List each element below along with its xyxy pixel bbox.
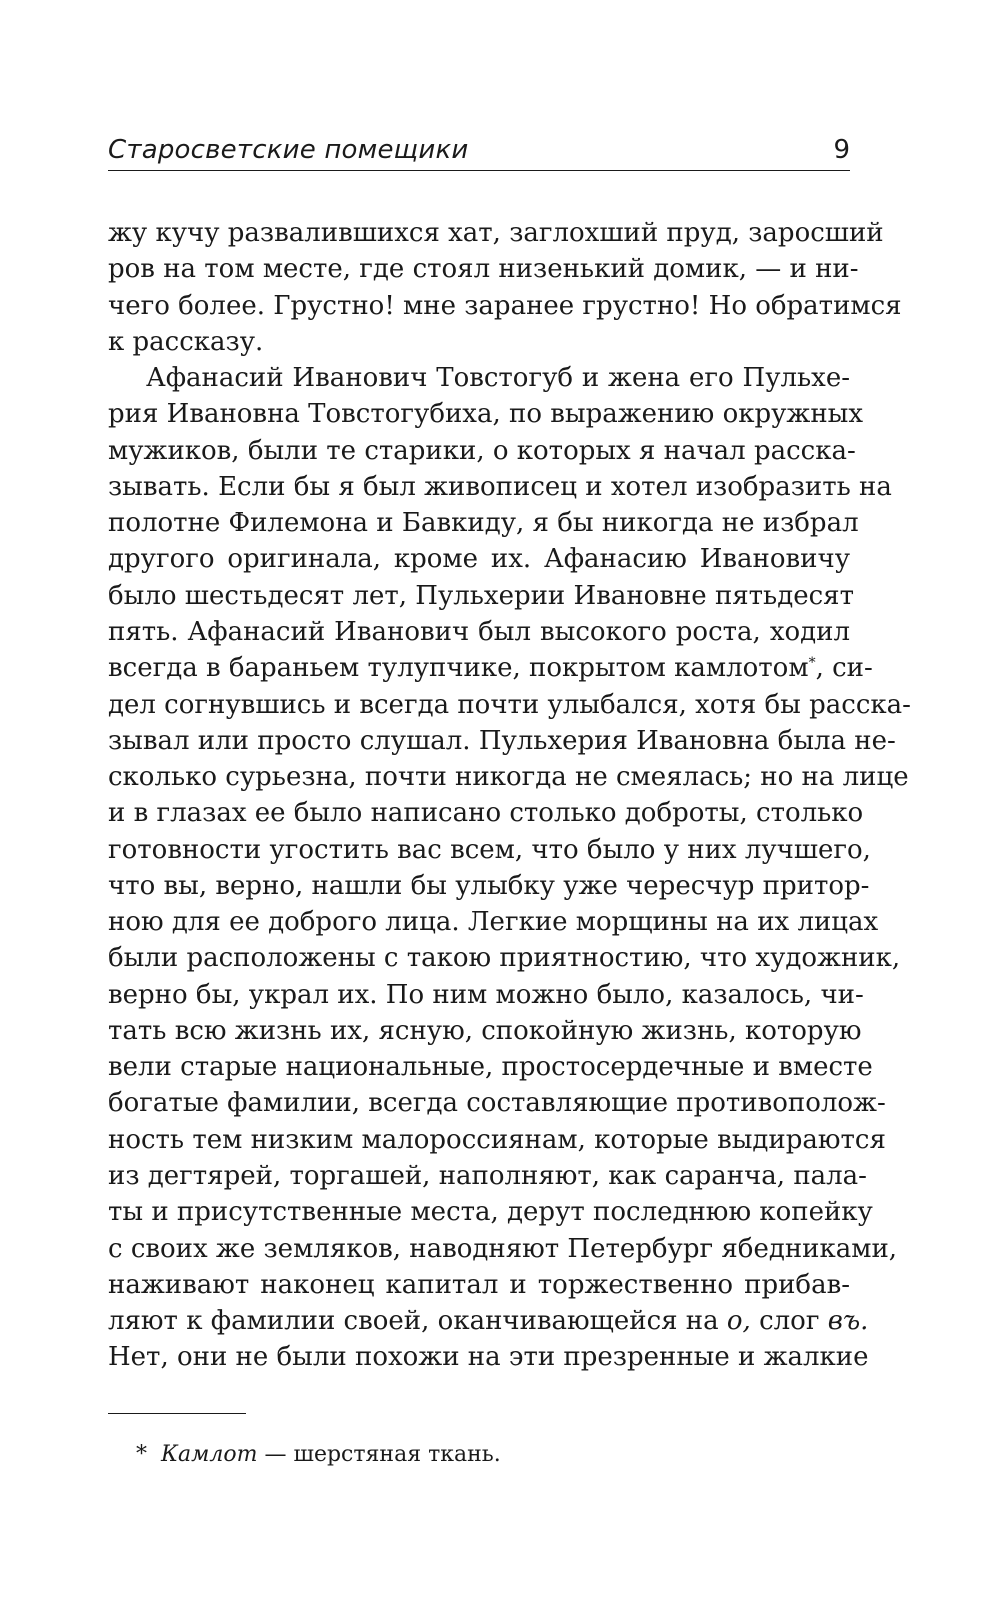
- text-line: верно бы, украл их. По ним можно было, казалось, чи-: [108, 979, 864, 1010]
- text-line: ров на том месте, где стоял низенький домик, — и ни-: [108, 254, 859, 285]
- text-line: пять. Афанасий Иванович был высокого роста, ходил: [108, 616, 850, 647]
- header-rule: [108, 170, 850, 171]
- text-line: зывал или просто слушал. Пульхерия Ивановна была не-: [108, 725, 896, 756]
- text-line: были расположены с такою приятностию, что художник,: [108, 943, 901, 974]
- text-line: [108, 650, 873, 686]
- text-line: и в глазах ее было написано столько доброты, столько: [108, 798, 864, 829]
- text-line: ты и присутственные места, дерут последнюю копейку: [108, 1197, 873, 1228]
- text-line: из дегтярей, торгашей, наполняют, как саранча, пала-: [108, 1161, 867, 1192]
- text-line: полотне Филемона и Бавкиду, я бы никогда не избрал: [108, 508, 859, 539]
- italic-fragment: въ.: [827, 1306, 869, 1337]
- text-line: рия Ивановна Товстогубиха, по выражению окружных: [108, 399, 864, 430]
- text-line: было шестьдесят лет, Пульхерии Ивановне пятьдесят: [108, 580, 854, 611]
- text-line: наживают наконец капитал и торжественно прибав-: [108, 1269, 850, 1300]
- text-fragment: ляют к фамилии своей, оканчивающейся на: [108, 1306, 719, 1337]
- italic-fragment: о,: [726, 1306, 751, 1337]
- footnote-rule: [108, 1413, 246, 1414]
- footnote-reference[interactable]: *: [808, 655, 816, 672]
- text-fragment: всегда в бараньем тулупчике, покрытом камлотом: [108, 653, 809, 684]
- footnote-definition: — шерстяная ткань.: [264, 1442, 501, 1467]
- text-line: ною для ее доброго лица. Легкие морщины на их лицах: [108, 907, 879, 938]
- text-line: чего более. Грустно! мне заранее грустно! Но обратимся: [108, 290, 902, 321]
- text-line: к рассказу.: [108, 326, 264, 357]
- text-line: с своих же земляков, наводняют Петербург ябедниками,: [108, 1233, 898, 1264]
- text-line: жу кучу развалившихся хат, заглохший пруд, заросший: [108, 218, 884, 248]
- footnote: [136, 1440, 501, 1470]
- running-title: Старосветские помещики: [108, 135, 469, 165]
- text-line: сколько сурьезна, почти никогда не смеялась; но на лице: [108, 762, 909, 793]
- text-line: богатые фамилии, всегда составляющие противополож-: [108, 1088, 886, 1119]
- footnote-term: Камлот: [161, 1442, 258, 1467]
- text-line: готовности угостить вас всем, что было у них лучшего,: [108, 834, 871, 865]
- text-line: Нет, они не были похожи на эти презренные и жалкие: [108, 1342, 869, 1373]
- text-line: что вы, верно, нашли бы улыбку уже чересчур притор-: [108, 870, 870, 901]
- text-line: [108, 1303, 869, 1339]
- text-line: другого оригинала, кроме их. Афанасию Ивановичу: [108, 544, 850, 575]
- text-fragment: слог: [759, 1306, 820, 1337]
- text-line: дел согнувшись и всегда почти улыбался, хотя бы расска-: [108, 689, 911, 720]
- text-line: ность тем низким малороссиянам, которые выдираются: [108, 1124, 886, 1155]
- text-line: тать всю жизнь их, ясную, спокойную жизнь, которую: [108, 1015, 862, 1046]
- text-line: зывать. Если бы я был живописец и хотел изобразить на: [108, 471, 892, 502]
- text-line: мужиков, были те старики, о которых я начал расска-: [108, 435, 856, 466]
- running-head: [108, 133, 850, 173]
- page-number: 9: [833, 135, 850, 165]
- text-line: вели старые национальные, простосердечные и вместе: [108, 1052, 873, 1083]
- footnote-marker: *: [136, 1442, 147, 1467]
- text-line: Афанасий Иванович Товстогуб и жена его Пульхе-: [146, 363, 850, 394]
- text-fragment: , си-: [815, 653, 873, 684]
